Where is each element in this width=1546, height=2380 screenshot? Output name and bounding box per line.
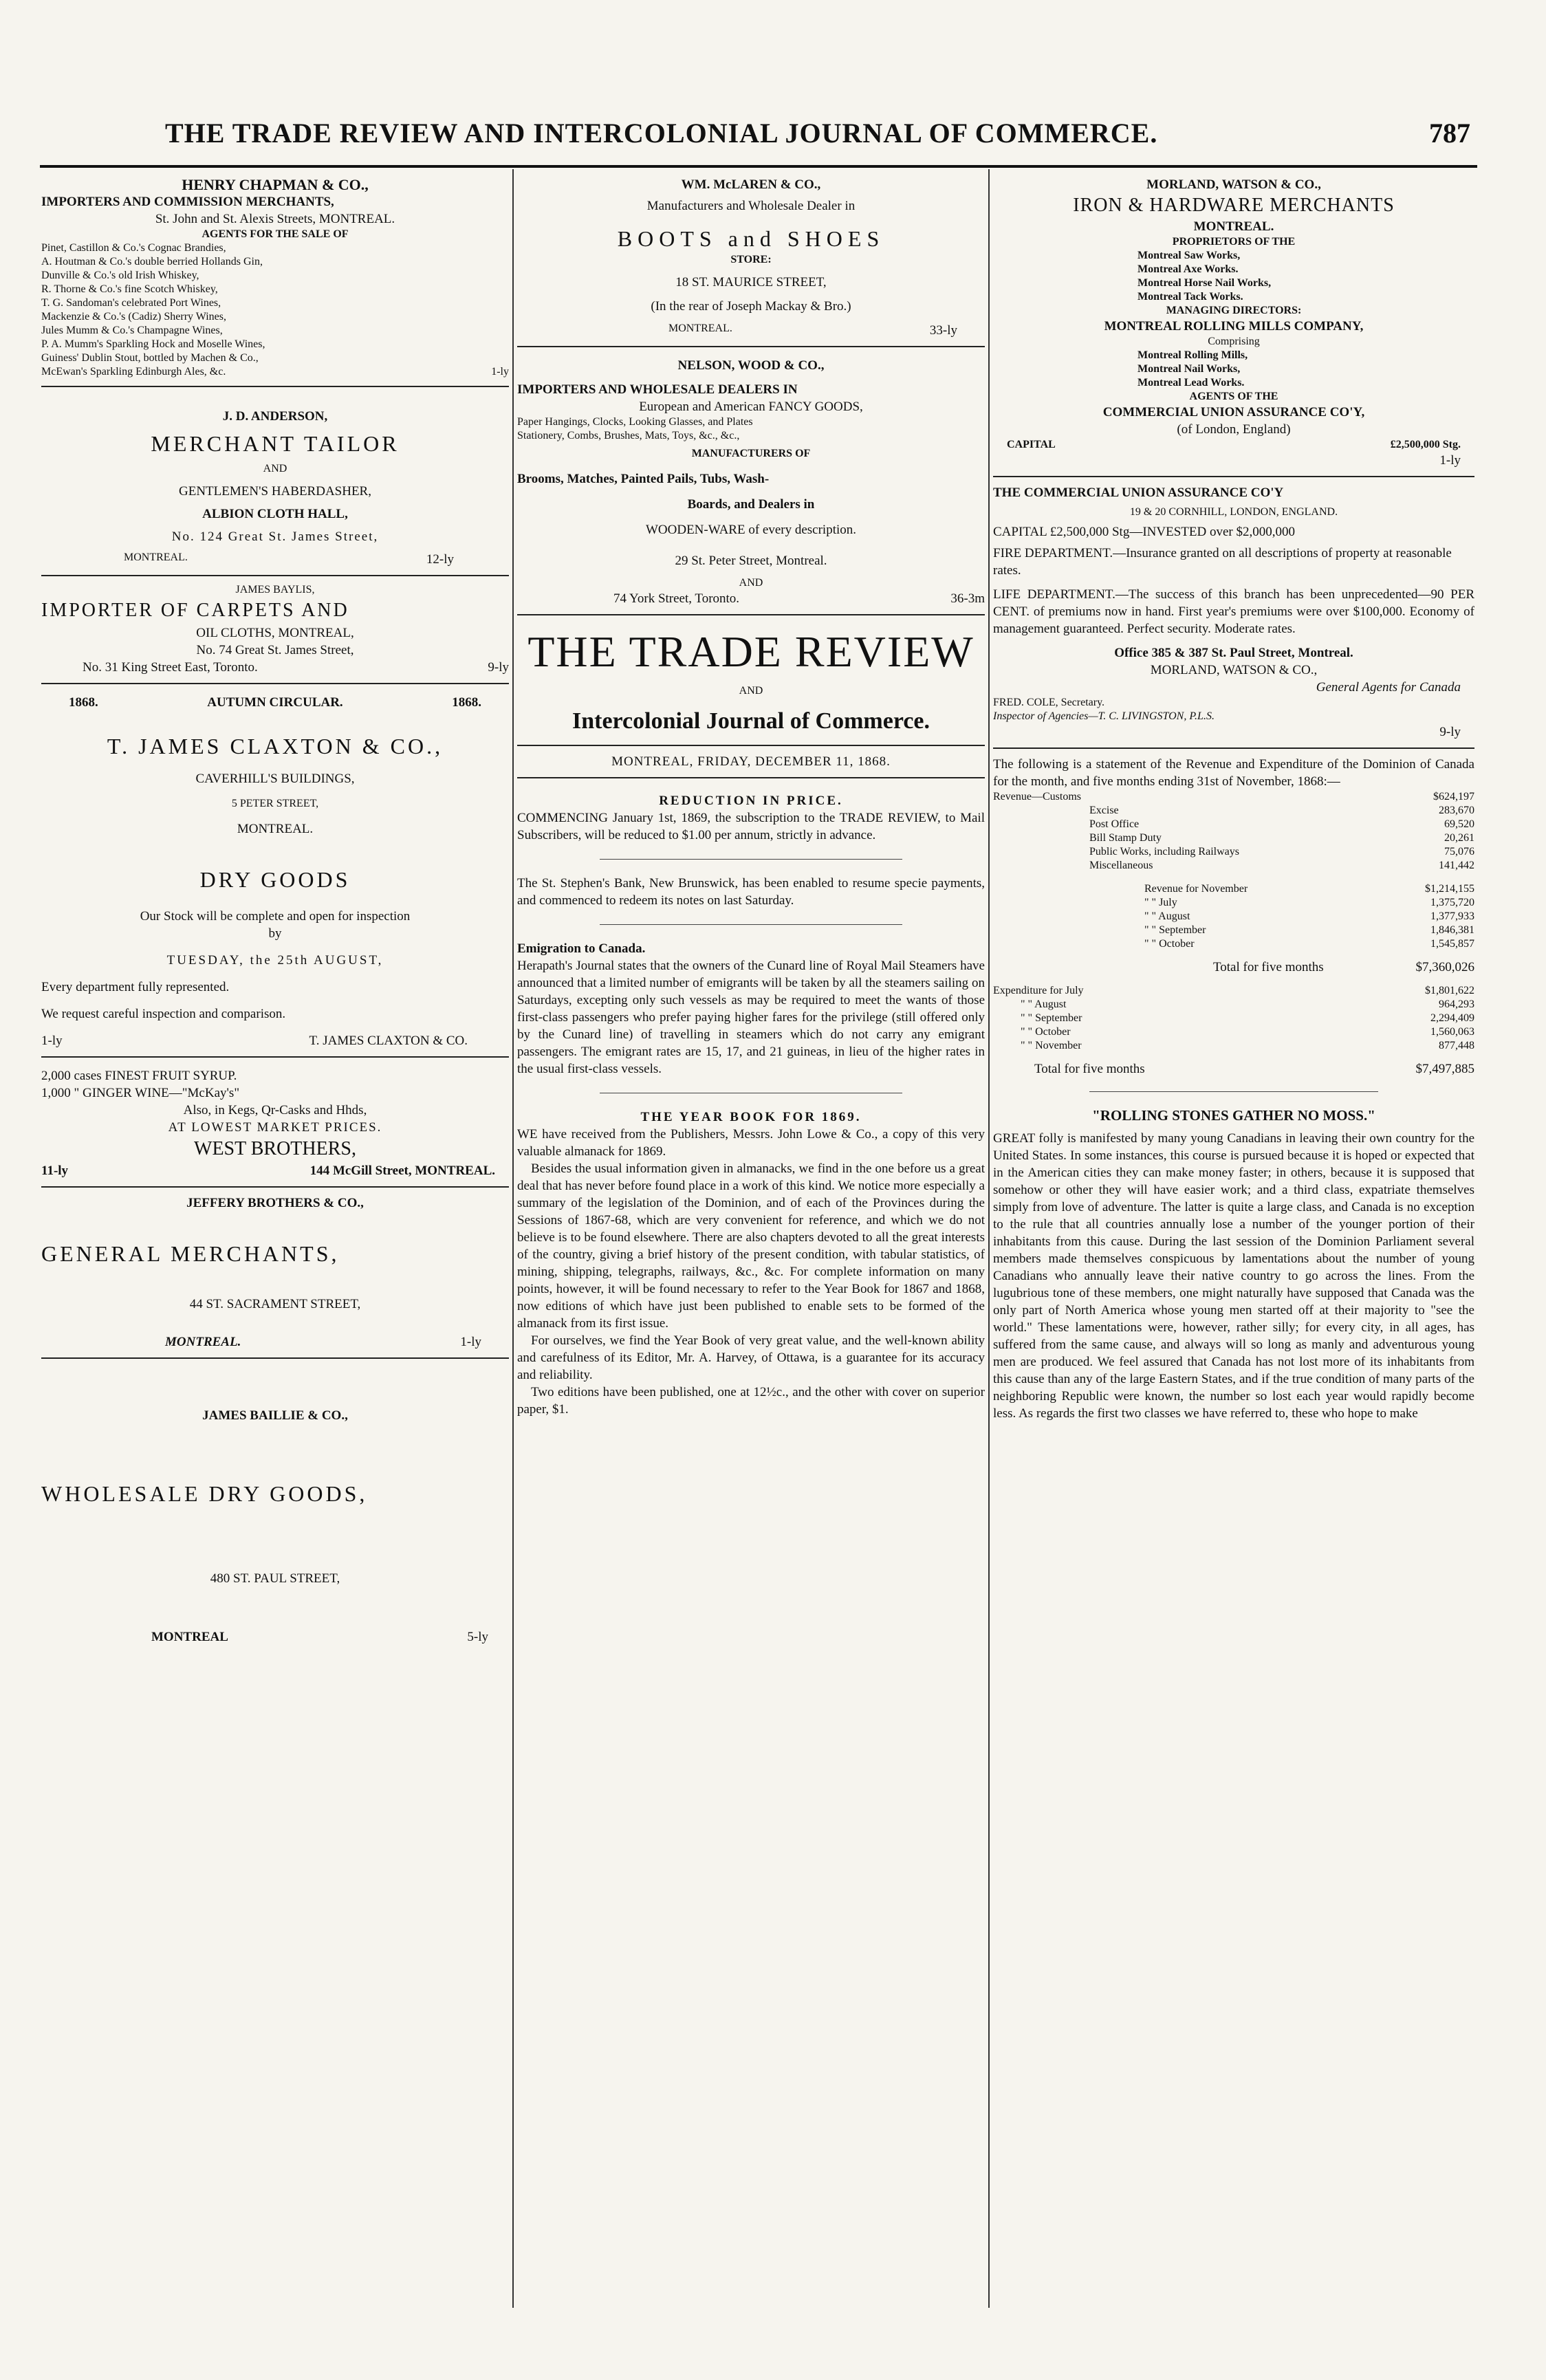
- table-cell: " " September: [1144, 924, 1206, 936]
- ad-title: WHOLESALE DRY GOODS,: [41, 1481, 368, 1506]
- ad-line: OIL CLOTHS, MONTREAL,: [196, 626, 354, 640]
- ad-item-list: [41, 241, 509, 379]
- ad-name: J. D. ANDERSON,: [222, 409, 328, 424]
- column-divider: [988, 169, 990, 2308]
- ad-mclaren: [517, 176, 985, 339]
- table-cell: $1,214,155: [1425, 883, 1474, 895]
- table-cell: Revenue—Customs: [993, 791, 1081, 803]
- ad-line: Stationery, Combs, Brushes, Mats, Toys, &c., &c.,: [517, 430, 740, 441]
- article-revenue: [993, 756, 1474, 1076]
- ad-code: 9-ly: [488, 660, 509, 675]
- article-body: The St. Stephen's Bank, New Brunswick, has been enabled to resume specie payments, and commenced to redeem its notes on last Saturday.: [517, 876, 985, 908]
- table-row: [993, 910, 1474, 924]
- ad-code: 36-3m: [950, 591, 985, 606]
- ad-line: CAPITAL £2,500,000 Stg—INVESTED over $2,000,000: [993, 525, 1295, 539]
- ad-line: 1,000 " GINGER WINE—"McKay's": [41, 1086, 240, 1100]
- ad-line: 74 York Street, Toronto.: [613, 591, 740, 606]
- table-row: [993, 937, 1474, 951]
- ad-code: 1-ly: [491, 366, 509, 378]
- ad-west: [41, 1067, 509, 1179]
- table-cell: $7,360,026: [1415, 960, 1474, 974]
- table-cell: 20,261: [1444, 832, 1474, 844]
- divider: [41, 683, 509, 684]
- ad-line: MANUFACTURERS OF: [691, 448, 811, 459]
- ad-line: Manufacturers and Wholesale Dealer in: [646, 199, 856, 213]
- ad-line: 5 PETER STREET,: [231, 798, 319, 809]
- table-cell: 964,293: [1439, 998, 1474, 1010]
- ad-line: by: [268, 926, 282, 941]
- ad-line: TUESDAY, the 25th AUGUST,: [166, 953, 384, 968]
- divider: [41, 1186, 509, 1188]
- ad-title: BOOTS and SHOES: [617, 226, 885, 251]
- ad-line: AGENTS FOR THE SALE OF: [202, 228, 349, 240]
- ad-city: MONTREAL.: [237, 822, 314, 836]
- table-cell: 2,294,409: [1430, 1012, 1474, 1024]
- list-item: Montreal Rolling Mills,: [1137, 349, 1248, 361]
- article-body: WE have received from the Publishers, Messrs. John Lowe & Co., a copy of this very valuable almanack for 1869.: [517, 1127, 985, 1159]
- table-row: [993, 790, 1474, 804]
- article-emigration: [517, 940, 985, 1078]
- ad-line: General Agents for Canada: [1316, 680, 1461, 695]
- ad-city: MONTREAL.: [165, 1335, 241, 1349]
- list-item: Jules Mumm & Co.'s Champagne Wines,: [41, 325, 223, 336]
- ad-code: 12-ly: [426, 552, 454, 567]
- table-cell: 1,545,857: [1430, 938, 1474, 950]
- ad-line: Boards, and Dealers in: [687, 497, 815, 512]
- divider: [600, 859, 902, 860]
- article-body: GREAT folly is manifested by many young Canadians in leaving their own country for the United States. In some instances, this course is pursued because it is hoped or expected that in the American cities they can make money faster; in others, because it is supposed that somehow or other they will have easier work; and a third class, expatriate themselves simply from love of adventure. The latter is quite a large class, and Canada is no exception to the rule that all countries annually lose a number of the younger portion of their inhabitants from this cause. During the last session of the Dominion Parliament several members made themselves conspicuous by lamentations about the number of young Canadians who annually leave their native country to go across the lines. From the lugubrious tone of these members, one might naturally have supposed that Canada was the only part of North America whose young men started off at their majority to "see the world." These lamentations were, however, rather silly; for every city, in all ages, has suffered from the same cause, and always will so long as manly and adventurous young men are produced. We feel assured that Canada has not lost more of its inhabitants from this cause than any of the large Eastern States, and if the true condition of many parts of the neighboring Republic were known, the number so lost each year would rapidly become less. As regards the first two classes we have referred to, these who hope to make: [993, 1131, 1474, 1421]
- ad-line: 44 ST. SACRAMENT STREET,: [189, 1297, 361, 1311]
- ad-line: WOODEN-WARE of every description.: [645, 523, 857, 537]
- table-cell: " " August: [1021, 998, 1067, 1010]
- ad-name: JAMES BAILLIE & CO.,: [202, 1408, 348, 1423]
- article-heading: THE YEAR BOOK FOR 1869.: [640, 1110, 862, 1124]
- masthead-title: THE TRADE REVIEW: [527, 627, 975, 676]
- table-cell: Revenue for November: [1144, 883, 1248, 895]
- ad-line: CAVERHILL'S BUILDINGS,: [195, 772, 355, 786]
- article-body: Besides the usual information given in almanacks, we find in the one before us a great deal that has never before found place in a work of this kind. We notice more especially a summary of the legislation of the Dominion, and of each of the Provinces during the Sessions of 1867-68, which are very convenient for reference, and which we do not believe is to be found elsewhere. There are also chapters devoted to all the great interests of the country, giving a brief history of the present condition, with tabular statistics, of mining, shipping, telegraphs, railways, &c., &c. For complete information on many points, however, it will be found necessary to refer to the Year Book for 1867 and 1868, now editions of which have just been published to enable sets to be formed of the almanack from its first issue.: [517, 1161, 985, 1331]
- ad-line: IMPORTERS AND COMMISSION MERCHANTS,: [41, 195, 334, 209]
- list-item: Montreal Nail Works,: [1137, 363, 1241, 375]
- list-item: McEwan's Sparkling Edinburgh Ales, &c.: [41, 366, 226, 378]
- ad-name: JEFFERY BROTHERS & CO.,: [186, 1196, 364, 1210]
- table-row: [993, 818, 1474, 831]
- ad-name: T. JAMES CLAXTON & CO.,: [107, 734, 444, 758]
- table-cell: 75,076: [1444, 846, 1474, 858]
- table-row: [993, 961, 1474, 974]
- ad-line: Inspector of Agencies—T. C. LIVINGSTON, P.L.S.: [993, 710, 1215, 722]
- ad-title: GENERAL MERCHANTS,: [41, 1241, 340, 1266]
- ad-line: FRED. COLE, Secretary.: [993, 697, 1105, 708]
- ad-year: 1868.: [69, 695, 98, 710]
- list-item: T. G. Sandoman's celebrated Port Wines,: [41, 297, 221, 309]
- works-list: [993, 249, 1474, 304]
- ad-commercial-union: [993, 484, 1474, 741]
- divider: [41, 386, 509, 387]
- ad-line: Every department fully represented.: [41, 980, 230, 994]
- table-cell: Public Works, including Railways: [1089, 846, 1239, 858]
- ad-line: IMPORTERS AND WHOLESALE DEALERS IN: [517, 382, 798, 397]
- ad-line: AND: [263, 463, 287, 474]
- ad-name: WM. McLAREN & CO.,: [681, 177, 821, 192]
- ad-code: 11-ly: [41, 1164, 69, 1178]
- page-number: 787: [1429, 118, 1470, 149]
- ad-title: IMPORTER OF CARPETS AND: [41, 600, 349, 621]
- table-cell: Total for five months: [1034, 1062, 1145, 1076]
- ad-line: (In the rear of Joseph Mackay & Bro.): [651, 299, 851, 314]
- divider: [1089, 1091, 1378, 1092]
- table-cell: $624,197: [1433, 791, 1474, 803]
- article-body: Herapath's Journal states that the owners of the Cunard line of Royal Mail Steamers have announced that a limited number of emigrants will be taken by all the steamers sailing on Saturdays, excepting only such vessels as may be required to meet the wants of those first-class passengers who prefer paying higher fares for the privilege (still offered only by the Cunard line) of travelling in steamers which do not carry any emigrant passengers. The emigrant rates are 15, 17, and 21 guineas, in lieu of the higher rates in the usual first-class vessels.: [517, 959, 985, 1076]
- article-body: For ourselves, we find the Year Book of very great value, and the well-known ability and carefulness of its Editor, Mr. A. Harvey, of Ottawa, is a guarantee for its accuracy and reliability.: [517, 1333, 985, 1382]
- list-item: Montreal Horse Nail Works,: [1137, 277, 1272, 289]
- divider: [41, 1357, 509, 1359]
- masthead-subtitle: Intercolonial Journal of Commerce.: [572, 708, 930, 734]
- ad-title: MERCHANT TAILOR: [151, 431, 400, 456]
- table-cell: 1,846,381: [1430, 924, 1474, 936]
- ad-line: 19 & 20 CORNHILL, LONDON, ENGLAND.: [1129, 506, 1338, 518]
- table-row: [993, 1062, 1474, 1076]
- list-item: A. Houtman & Co.'s double berried Hollands Gin,: [41, 256, 263, 268]
- list-item: Mackenzie & Co.'s (Cadiz) Sherry Wines,: [41, 311, 226, 323]
- divider: [517, 777, 985, 778]
- ad-line: £2,500,000 Stg.: [1390, 439, 1461, 450]
- ad-line: AND: [739, 577, 763, 589]
- ad-code: 33-ly: [929, 323, 957, 338]
- ad-line: European and American FANCY GOODS,: [639, 400, 863, 414]
- list-item: Montreal Lead Works.: [1137, 377, 1245, 389]
- table-row: [993, 804, 1474, 818]
- article-body: The following is a statement of the Revenue and Expenditure of the Dominion of Canada for the month, and five months ending 31st of November, 1868:—: [993, 757, 1474, 789]
- table-cell: " " October: [1021, 1026, 1071, 1038]
- ad-line: (of London, England): [1177, 422, 1291, 437]
- table-cell: 141,442: [1439, 860, 1474, 871]
- ad-line: We request careful inspection and comparison.: [41, 1007, 286, 1021]
- ad-line: T. JAMES CLAXTON & CO.: [309, 1034, 468, 1048]
- ad-chapman: [41, 176, 509, 379]
- list-item: Montreal Saw Works,: [1137, 250, 1241, 261]
- table-cell: $1,801,622: [1425, 985, 1474, 996]
- table-cell: " " August: [1144, 910, 1190, 922]
- ad-city: MONTREAL.: [124, 552, 188, 563]
- table-row: [993, 924, 1474, 937]
- list-item: Montreal Tack Works.: [1137, 291, 1243, 303]
- list-item: P. A. Mumm's Sparkling Hock and Moselle Wines,: [41, 338, 265, 350]
- article-heading: Emigration to Canada.: [517, 941, 646, 956]
- ad-code: 9-ly: [1439, 725, 1461, 739]
- table-row: [993, 984, 1474, 998]
- ad-line: Office 385 & 387 St. Paul Street, Montreal.: [1114, 646, 1353, 660]
- header-rule: [40, 165, 1477, 168]
- ad-city: MONTREAL: [151, 1630, 228, 1644]
- column-1: [41, 176, 509, 1646]
- article-reduction: [517, 792, 985, 844]
- ad-city: MONTREAL.: [1193, 219, 1274, 234]
- ad-line: MORLAND, WATSON & CO.,: [1150, 663, 1318, 677]
- table-cell: 1,377,933: [1430, 910, 1474, 922]
- table-cell: " " October: [1144, 938, 1195, 950]
- ad-year: 1868.: [452, 695, 481, 710]
- article-heading: REDUCTION IN PRICE.: [659, 794, 843, 808]
- table-row: [993, 998, 1474, 1012]
- ad-nelson: [517, 357, 985, 607]
- ad-name: WEST BROTHERS,: [194, 1138, 356, 1159]
- ad-line: FIRE DEPARTMENT.—Insurance granted on all descriptions of property at reasonable rates.: [993, 546, 1452, 578]
- ad-line: 2,000 cases FINEST FRUIT SYRUP.: [41, 1069, 237, 1083]
- ad-baillie: [41, 1407, 509, 1646]
- issue-date: MONTREAL, FRIDAY, DECEMBER 11, 1868.: [611, 754, 891, 769]
- table-row: [993, 845, 1474, 859]
- ad-line: COMMERCIAL UNION ASSURANCE CO'Y,: [1102, 405, 1365, 419]
- ad-line: PROPRIETORS OF THE: [1172, 236, 1296, 248]
- divider: [517, 614, 985, 615]
- ad-line: MONTREAL ROLLING MILLS COMPANY,: [1104, 319, 1364, 334]
- ad-line: St. John and St. Alexis Streets, MONTREAL.: [155, 212, 395, 226]
- ad-title: DRY GOODS: [199, 867, 351, 892]
- ad-baylis: [41, 583, 509, 676]
- ad-morland: [993, 176, 1474, 469]
- ad-title: IRON & HARDWARE MERCHANTS: [1073, 195, 1395, 216]
- ad-line: No. 74 Great St. James Street,: [196, 643, 354, 657]
- table-row: [993, 882, 1474, 896]
- ad-line: CAPITAL: [1007, 439, 1056, 450]
- ad-city: MONTREAL.: [668, 323, 732, 334]
- table-cell: Expenditure for July: [993, 985, 1084, 996]
- table-row: [993, 1012, 1474, 1025]
- article-body: Two editions have been published, one at 12½c., and the other with cover on superior paper, $1.: [517, 1385, 985, 1417]
- ad-line: 29 St. Peter Street, Montreal.: [675, 554, 827, 568]
- article-heading: "ROLLING STONES GATHER NO MOSS.": [1092, 1107, 1375, 1124]
- ad-line: AUTUMN CIRCULAR.: [207, 695, 343, 710]
- ad-name: JAMES BAYLIS,: [235, 584, 315, 596]
- ad-name: HENRY CHAPMAN & CO.,: [182, 176, 369, 193]
- article-body: COMMENCING January 1st, 1869, the subscription to the TRADE REVIEW, to Mail Subscribers, will be reduced to $1.00 per annum, strictly in advance.: [517, 811, 985, 842]
- ad-code: 1-ly: [460, 1335, 481, 1349]
- ad-line: MANAGING DIRECTORS:: [1166, 305, 1302, 316]
- table-cell: Excise: [1089, 805, 1119, 816]
- table-cell: 877,448: [1439, 1040, 1474, 1051]
- article-rolling-stones: [993, 1107, 1474, 1422]
- divider: [517, 745, 985, 746]
- divider: [600, 924, 902, 925]
- table-cell: 69,520: [1444, 818, 1474, 830]
- ad-name: THE COMMERCIAL UNION ASSURANCE CO'Y: [993, 485, 1284, 500]
- ad-line: 144 McGill Street, MONTREAL.: [309, 1164, 495, 1178]
- ad-name: NELSON, WOOD & CO.,: [677, 358, 825, 373]
- ad-jeffery: [41, 1194, 509, 1351]
- ad-line: Comprising: [1208, 336, 1260, 347]
- masthead-line: AND: [739, 685, 763, 697]
- ad-code: 5-ly: [467, 1630, 488, 1644]
- table-cell: Bill Stamp Duty: [1089, 832, 1162, 844]
- list-item: R. Thorne & Co.'s fine Scotch Whiskey,: [41, 283, 218, 295]
- ad-line: Brooms, Matches, Painted Pails, Tubs, Wash-: [517, 472, 770, 486]
- ad-code: 1-ly: [1439, 453, 1461, 468]
- table-cell: " " July: [1144, 897, 1177, 908]
- column-2: [517, 176, 985, 1418]
- ad-line: STORE:: [730, 254, 772, 265]
- ad-claxton: [41, 694, 509, 1049]
- table-cell: " " November: [1021, 1040, 1082, 1051]
- divider: [517, 346, 985, 347]
- ad-line: No. 124 Great St. James Street,: [171, 530, 379, 544]
- column-3: [993, 176, 1474, 1422]
- ad-line: AT LOWEST MARKET PRICES.: [168, 1120, 382, 1135]
- article-yearbook: [517, 1109, 985, 1418]
- table-row: [993, 1025, 1474, 1039]
- page-header-title: THE TRADE REVIEW AND INTERCOLONIAL JOURNAL OF COMMERCE.: [165, 118, 1158, 149]
- divider: [41, 1056, 509, 1058]
- ad-line: 18 ST. MAURICE STREET,: [675, 275, 827, 290]
- list-item: Guiness' Dublin Stout, bottled by Machen & Co.,: [41, 352, 259, 364]
- divider: [993, 476, 1474, 477]
- list-item: Pinet, Castillon & Co.'s Cognac Brandies,: [41, 242, 226, 254]
- divider: [993, 747, 1474, 749]
- table-row: [993, 859, 1474, 873]
- table-row: [993, 896, 1474, 910]
- table-cell: 1,560,063: [1430, 1026, 1474, 1038]
- works-list: [993, 349, 1474, 390]
- table-cell: Total for five months: [1213, 960, 1324, 974]
- table-cell: Miscellaneous: [1089, 860, 1153, 871]
- list-item: Montreal Axe Works.: [1137, 263, 1239, 275]
- table-cell: " " September: [1021, 1012, 1082, 1024]
- ad-line: No. 31 King Street East, Toronto.: [83, 660, 258, 675]
- ad-line: Our Stock will be complete and open for inspection: [140, 909, 411, 924]
- ad-line: Also, in Kegs, Qr-Casks and Hhds,: [183, 1103, 367, 1117]
- ad-line: GENTLEMEN'S HABERDASHER,: [179, 484, 371, 499]
- column-divider: [512, 169, 514, 2308]
- ad-name: MORLAND, WATSON & CO.,: [1146, 177, 1321, 192]
- table-cell: 283,670: [1439, 805, 1474, 816]
- list-item: Dunville & Co.'s old Irish Whiskey,: [41, 270, 199, 281]
- table-cell: 1,375,720: [1430, 897, 1474, 908]
- table-cell: $7,497,885: [1415, 1062, 1474, 1076]
- table-cell: Post Office: [1089, 818, 1140, 830]
- divider: [41, 575, 509, 576]
- revenue-table: [993, 790, 1474, 1076]
- ad-line: AGENTS OF THE: [1189, 391, 1278, 402]
- masthead: [517, 625, 985, 778]
- ad-line: Paper Hangings, Clocks, Looking Glasses, and Plates: [517, 416, 753, 428]
- table-row: [993, 831, 1474, 845]
- ad-line: ALBION CLOTH HALL,: [202, 507, 348, 521]
- ad-line: 480 ST. PAUL STREET,: [210, 1571, 340, 1586]
- ad-code: 1-ly: [41, 1034, 63, 1048]
- ad-line: LIFE DEPARTMENT.—The success of this branch has been unprecedented—90 PER CENT. of premiums now in hand. First year's premiums were over $100,000. Economy of management guaranteed. Perfect security. Moderate rates.: [993, 587, 1474, 636]
- table-row: [993, 1039, 1474, 1053]
- ad-anderson: [41, 408, 509, 568]
